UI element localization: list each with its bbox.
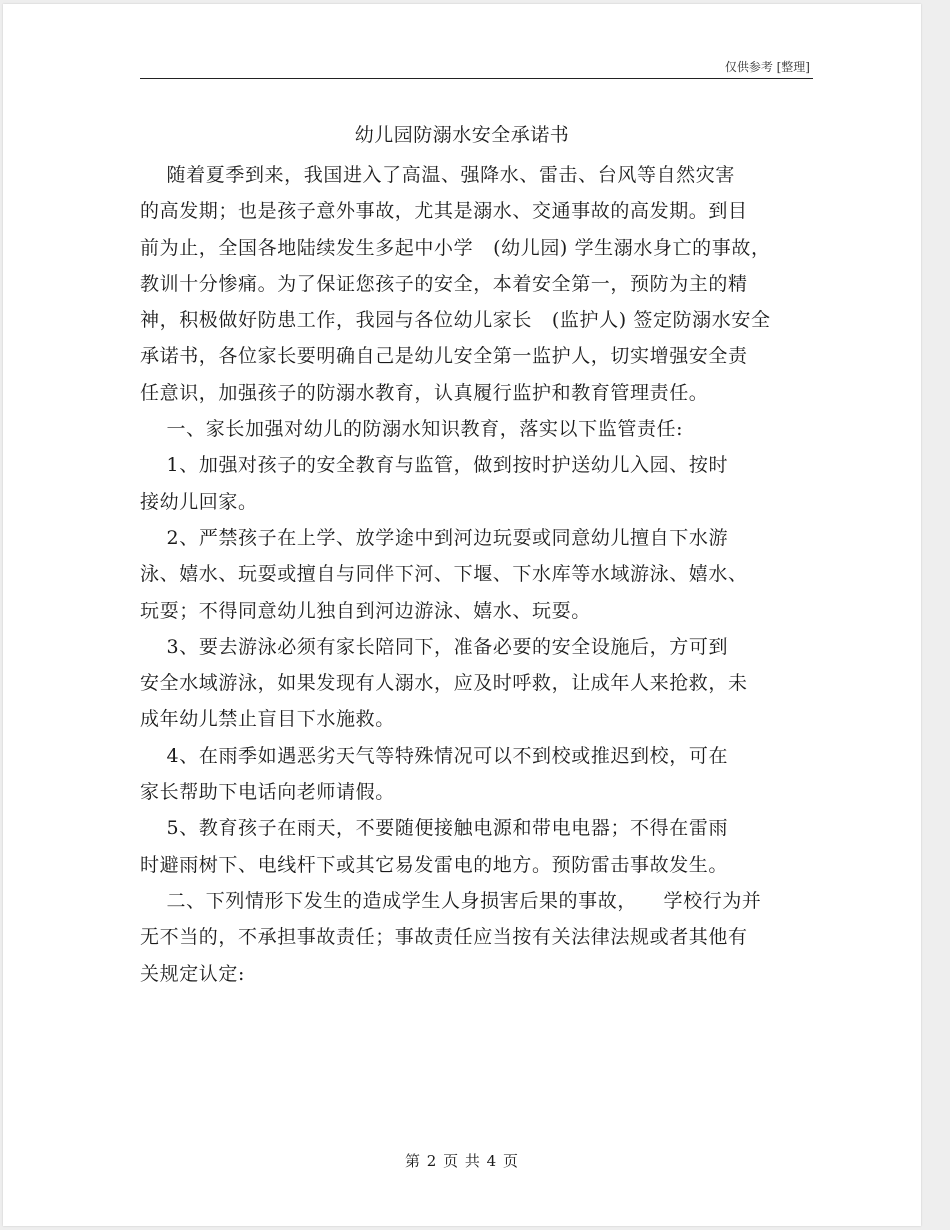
- page-number: 第 2 页 共 4 页: [405, 1152, 519, 1170]
- header-note: 仅供参考 [整理]: [724, 60, 810, 74]
- document-body: [140, 157, 820, 992]
- body-line: 任意识，加强孩子的防溺水教育，认真履行监护和教育管理责任。: [140, 381, 709, 404]
- body-line: 安全水域游泳，如果发现有人溺水，应及时呼救，让成年人来抢救，未: [140, 672, 748, 695]
- body-line: 的高发期；也是孩子意外事故，尤其是溺水、交通事故的高发期。到目: [140, 200, 748, 223]
- body-line: 玩耍；不得同意幼儿独自到河边游泳、嬉水、玩耍。: [140, 599, 591, 622]
- document-page: [3, 4, 921, 1226]
- body-line: 承诺书，各位家长要明确自己是幼儿安全第一监护人，切实增强安全责: [140, 345, 748, 368]
- document-title: 幼儿园防溺水安全承诺书: [354, 124, 570, 146]
- body-line: 4、在雨季如遇恶劣天气等特殊情况可以不到校或推迟到校，可在: [140, 744, 729, 767]
- body-line: 3、要去游泳必须有家长陪同下，准备必要的安全设施后，方可到: [140, 635, 729, 658]
- body-line: 随着夏季到来，我国进入了高温、强降水、雷击、台风等自然灾害: [140, 164, 735, 186]
- body-line: 神，积极做好防患工作，我园与各位幼儿家长 (监护人) 签定防溺水安全: [140, 309, 771, 332]
- body-line: 家长帮助下电话向老师请假。: [140, 781, 395, 804]
- body-line: 一、家长加强对幼儿的防溺水知识教育，落实以下监管责任:: [140, 418, 684, 441]
- body-line: 接幼儿回家。: [140, 490, 258, 513]
- body-line: 二、下列情形下发生的造成学生人身损害后果的事故， 学校行为并: [140, 889, 762, 912]
- body-line: 教训十分惨痛。为了保证您孩子的安全，本着安全第一，预防为主的精: [140, 272, 748, 295]
- body-line: 1、加强对孩子的安全教育与监管，做到按时护送幼儿入园、按时: [140, 454, 729, 477]
- body-line: 5、教育孩子在雨天，不要随便接触电源和带电电器；不得在雷雨: [140, 817, 729, 840]
- header-rule: [140, 78, 813, 79]
- body-line: 无不当的，不承担事故责任；事故责任应当按有关法律法规或者其他有: [140, 926, 748, 949]
- body-line: 时避雨树下、电线杆下或其它易发雷电的地方。预防雷击事故发生。: [140, 853, 729, 876]
- body-line: 成年幼儿禁止盲目下水施救。: [140, 708, 395, 731]
- body-line: 2、严禁孩子在上学、放学途中到河边玩耍或同意幼儿擅自下水游: [140, 526, 729, 549]
- body-line: 前为止，全国各地陆续发生多起中小学 (幼儿园) 学生溺水身亡的事故，: [140, 236, 771, 259]
- body-line: 关规定认定:: [140, 962, 246, 985]
- body-line: 泳、嬉水、玩耍或擅自与同伴下河、下堰、下水库等水域游泳、嬉水、: [140, 563, 748, 586]
